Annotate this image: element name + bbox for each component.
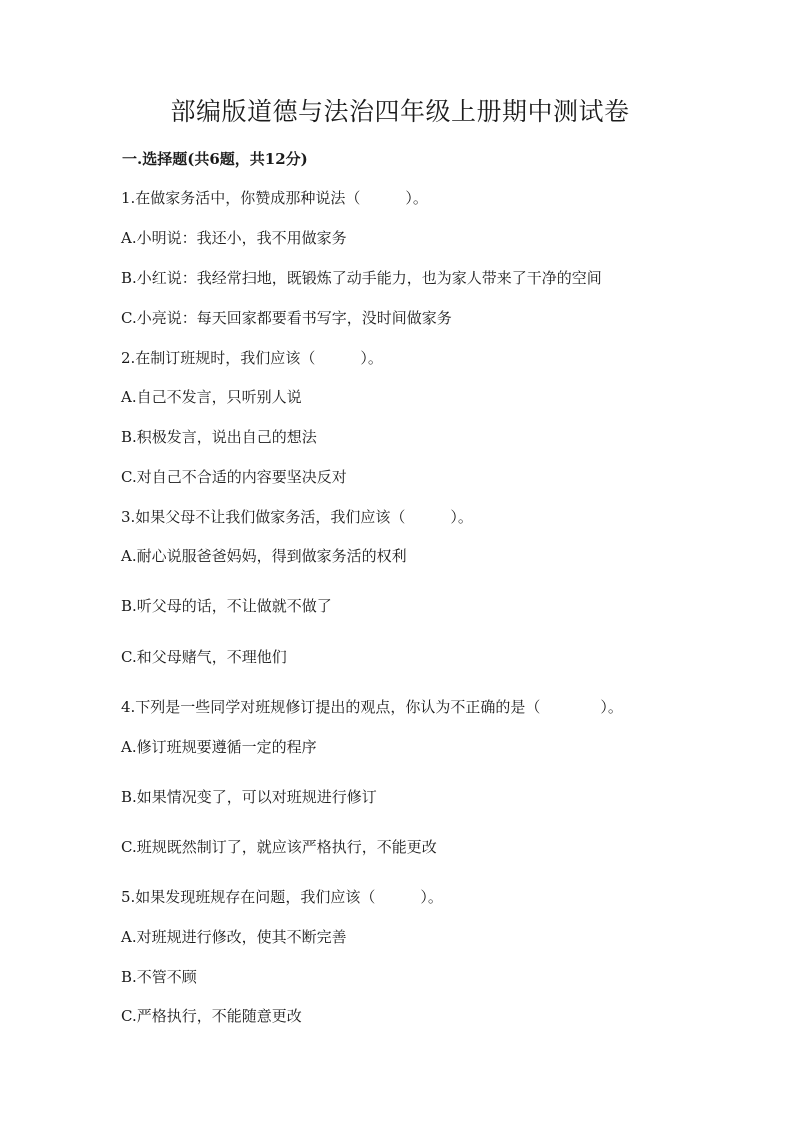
question-4-stem: 4.下列是一些同学对班规修订提出的观点，你认为不正确的是（ ）。 xyxy=(121,698,623,716)
section-heading: 一.选择题(共6题，共12分) xyxy=(122,150,308,168)
question-1-option-c: C.小亮说：每天回家都要看书写字，没时间做家务 xyxy=(121,309,452,327)
question-5-stem: 5.如果发现班规存在问题，我们应该（ ）。 xyxy=(121,888,443,906)
question-1-option-b: B.小红说：我经常扫地，既锻炼了动手能力，也为家人带来了干净的空间 xyxy=(121,269,602,287)
question-4-option-b: B.如果情况变了，可以对班规进行修订 xyxy=(121,788,377,806)
question-2-option-a: A.自己不发言，只听别人说 xyxy=(121,388,302,406)
question-3-option-a: A.耐心说服爸爸妈妈，得到做家务活的权利 xyxy=(121,547,407,565)
question-3-option-b: B.听父母的话，不让做就不做了 xyxy=(121,597,332,615)
question-2-stem: 2.在制订班规时，我们应该（ ）。 xyxy=(121,349,383,367)
question-5-option-c: C.严格执行，不能随意更改 xyxy=(121,1007,302,1025)
question-5-option-a: A.对班规进行修改，使其不断完善 xyxy=(121,928,347,946)
question-3-option-c: C.和父母赌气，不理他们 xyxy=(121,648,287,666)
question-2-option-c: C.对自己不合适的内容要坚决反对 xyxy=(121,468,347,486)
question-4-option-c: C.班规既然制订了，就应该严格执行，不能更改 xyxy=(121,838,437,856)
question-1-stem: 1.在做家务活中，你赞成那种说法（ ）。 xyxy=(121,189,428,207)
question-2-option-b: B.积极发言，说出自己的想法 xyxy=(121,428,317,446)
question-1-option-a: A.小明说：我还小，我不用做家务 xyxy=(121,229,347,247)
question-5-option-b: B.不管不顾 xyxy=(121,968,197,986)
question-4-option-a: A.修订班规要遵循一定的程序 xyxy=(121,738,317,756)
exam-title: 部编版道德与法治四年级上册期中测试卷 xyxy=(170,97,630,126)
question-3-stem: 3.如果父母不让我们做家务活，我们应该（ ）。 xyxy=(121,508,473,526)
